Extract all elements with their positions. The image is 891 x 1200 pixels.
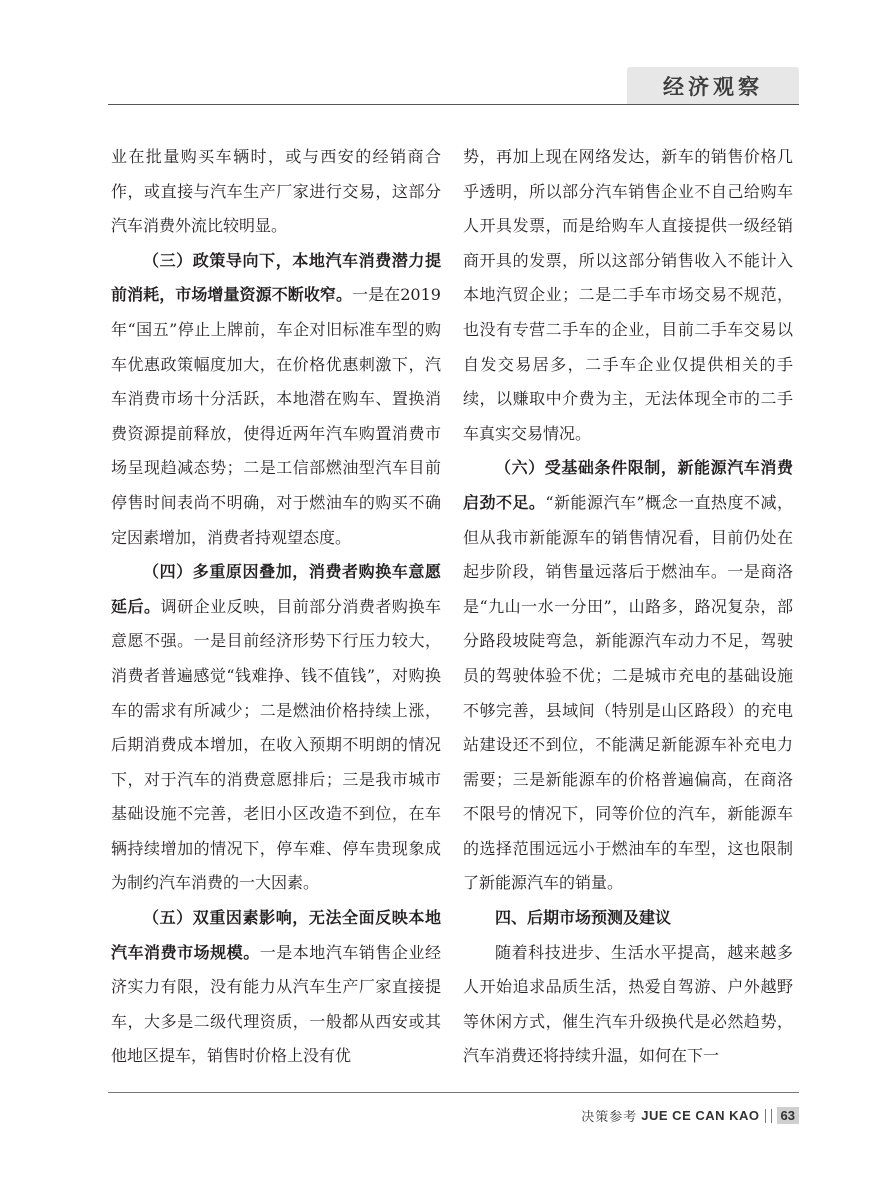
paragraph: [111, 555, 441, 901]
journal-name-en: JUE CE CAN KAO: [641, 1108, 760, 1123]
footer-divider-icon: [765, 1109, 772, 1123]
paragraph: [463, 451, 793, 901]
paragraph: [463, 936, 793, 1074]
footer-rule: [108, 1092, 799, 1093]
paragraph-text: 一是在2019年“国五”停止上牌前，车企对旧标准车型的购车优惠政策幅度加大，在价格优惠刺激下，汽车消费市场十分活跃，本地潜在购车、置换消费资源提前释放，使得近两年汽车购置消费市场呈现趋减态势；二是工信部燃油型汽车目前停售时间表尚不明确，对于燃油车的购买不确定因素增加，消费者持观望态度。: [111, 285, 441, 547]
paragraph: [111, 244, 441, 555]
paragraph-text: “新能源汽车”概念一直热度不减，但从我市新能源车的销售情况看，目前仍处在起步阶段，销售量远落后于燃油车。一是商洛是“九山一水一分田”，山路多，路况复杂，部分路段坡陡弯急，新能源汽车动力不足，驾驶员的驾驶体验不优；二是城市充电的基础设施不够完善，县域间（特别是山区路段）的充电站建设还不到位，不能满足新能源车补充电力需要；三是新能源车的价格普遍偏高，在商洛不限号的情况下，同等价位的汽车，新能源车的选择范围远远小于燃油车的车型，这也限制了新能源汽车的销量。: [463, 492, 793, 893]
section-title: 经济观察: [627, 67, 799, 105]
journal-name-cn: 决策参考: [581, 1110, 638, 1125]
paragraph: [463, 140, 793, 451]
header-rule: [108, 104, 799, 105]
page-footer: [581, 1106, 799, 1125]
paragraph-text: 随着科技进步、生活水平提高，越来越多人开始追求品质生活，热爱自驾游、户外越野等休闲方式，催生汽车升级换代是必然趋势，汽车消费还将持续升温，如何在下一: [463, 942, 793, 1066]
page-number: 63: [777, 1107, 799, 1124]
section-heading: 四、后期市场预测及建议: [495, 908, 672, 928]
left-column: [111, 140, 441, 1074]
paragraph-lead: （五）双重因素影响，无法全面反映本地汽车消费市场规模。: [111, 908, 441, 962]
paragraph-text: 调研企业反映，目前部分消费者购换车意愿不强。一是目前经济形势下行压力较大，消费者普遍感觉“钱难挣、钱不值钱”，对购换车的需求有所减少；二是燃油价格持续上涨，后期消费成本增加，在收入预期不明朗的情况下，对于汽车的消费意愿排后；三是我市城市基础设施不完善，老旧小区改造不到位，在车辆持续增加的情况下，停车难、停车贵现象成为制约汽车消费的一大因素。: [111, 596, 441, 893]
paragraph: [111, 140, 441, 244]
paragraph: [111, 901, 441, 1074]
paragraph-text: 一是本地汽车销售企业经济实力有限，没有能力从汽车生产厂家直接提车，大多是二级代理资质，一般都从西安或其他地区提车，销售时价格上没有优: [111, 942, 441, 1066]
paragraph-lead: （三）政策导向下，本地汽车消费潜力提前消耗，市场增量资源不断收窄。: [111, 250, 441, 305]
paragraph-text: 业在批量购买车辆时，或与西安的经销商合作，或直接与汽车生产厂家进行交易，这部分汽车消费外流比较明显。: [111, 147, 441, 236]
paragraph-text: 势，再加上现在网络发达，新车的销售价格几乎透明，所以部分汽车销售企业不自己给购车人开具发票，而是给购车人直接提供一级经销商开具的发票，所以这部分销售收入不能计入本地汽贸企业；二是二手车市场交易不规范，也没有专营二手车的企业，目前二手车交易以自发交易居多，二手车企业仅提供相关的手续，以赚取中介费为主，无法体现全市的二手车真实交易情况。: [463, 147, 793, 443]
right-column: [463, 140, 793, 1074]
paragraph-lead: （四）多重原因叠加，消费者购换车意愿延后。: [111, 562, 441, 616]
paragraph-lead: （六）受基础条件限制，新能源汽车消费启劲不足。: [463, 458, 793, 512]
